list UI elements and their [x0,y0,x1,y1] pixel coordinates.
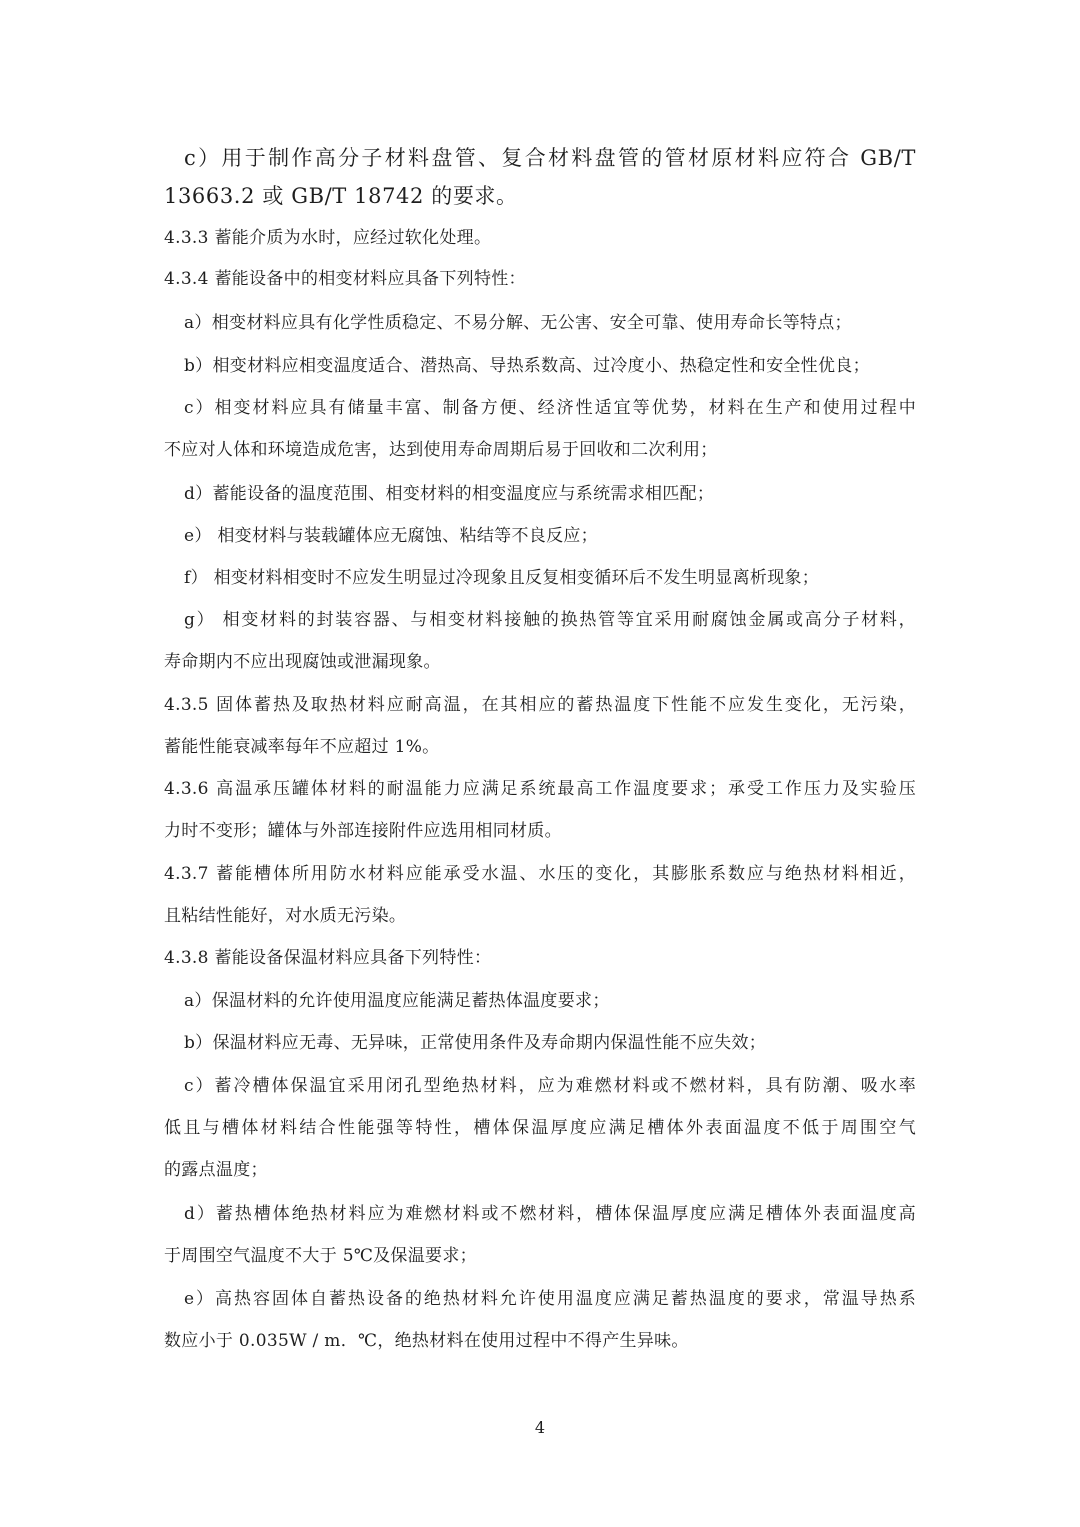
text-line: a）相变材料应具有化学性质稳定、不易分解、无公害、安全可靠、使用寿命长等特点； [184,313,852,333]
text-line: b）相变材料应相变温度适合、潜热高、导热系数高、过冷度小、热稳定性和安全性优良； [184,356,870,376]
text-line: c）用于制作高分子材料盘管、复合材料盘管的管材原材料应符合 GB/T [184,146,916,170]
text-line: e） 相变材料与装载罐体应无腐蚀、粘结等不良反应； [184,526,598,546]
text-line: 蓄能性能衰减率每年不应超过 1%。 [164,737,440,757]
text-line: e）高热容固体自蓄热设备的绝热材料允许使用温度应满足蓄热温度的要求，常温导热系 [184,1289,916,1309]
text-line: f） 相变材料相变时不应发生明显过冷现象且反复相变循环后不发生明显离析现象； [184,568,820,588]
text-line: 4.3.6 高温承压罐体材料的耐温能力应满足系统最高工作温度要求；承受工作压力及实验压 [164,779,916,799]
text-line: 13663.2 或 GB/T 18742 的要求。 [164,184,518,208]
text-line: 4.3.7 蓄能槽体所用防水材料应能承受水温、水压的变化，其膨胀系数应与绝热材料相近， [164,864,916,884]
text-line: 于周围空气温度不大于 5℃及保温要求； [164,1246,477,1266]
text-line: 4.3.5 固体蓄热及取热材料应耐高温，在其相应的蓄热温度下性能不应发生变化，无污染， [164,695,916,715]
text-line: 4.3.3 蓄能介质为水时，应经过软化处理。 [164,228,492,248]
text-line: g） 相变材料的封装容器、与相变材料接触的换热管等宜采用耐腐蚀金属或高分子材料， [184,610,916,630]
text-line: 不应对人体和环境造成危害，达到使用寿命周期后易于回收和二次利用； [164,440,718,460]
text-line: 的露点温度； [164,1160,268,1180]
text-line: 4.3.8 蓄能设备保温材料应具备下列特性： [164,948,492,968]
text-line: c）蓄冷槽体保温宜采用闭孔型绝热材料，应为难燃材料或不燃材料，具有防潮、吸水率 [184,1076,917,1096]
text-line: 且粘结性能好，对水质无污染。 [164,906,407,926]
text-line: c）相变材料应具有储量丰富、制备方便、经济性适宜等优势，材料在生产和使用过程中 [184,398,917,418]
text-line: b）保温材料应无毒、无异味，正常使用条件及寿命期内保温性能不应失效； [184,1033,767,1053]
text-line: d）蓄能设备的温度范围、相变材料的相变温度应与系统需求相匹配； [184,484,715,504]
text-line: 力时不变形；罐体与外部连接附件应选用相同材质。 [164,821,562,841]
text-line: 寿命期内不应出现腐蚀或泄漏现象。 [164,652,441,672]
text-line: d）蓄热槽体绝热材料应为难燃材料或不燃材料，槽体保温厚度应满足槽体外表面温度高 [184,1204,916,1224]
text-line: 4.3.4 蓄能设备中的相变材料应具备下列特性： [164,269,526,289]
text-line: a）保温材料的允许使用温度应能满足蓄热体温度要求； [184,991,610,1011]
page-number: 4 [534,1418,546,1437]
text-line: 数应小于 0.035W / m．℃，绝热材料在使用过程中不得产生异味。 [164,1331,689,1351]
text-line: 低且与槽体材料结合性能强等特性，槽体保温厚度应满足槽体外表面温度不低于周围空气 [164,1118,916,1138]
